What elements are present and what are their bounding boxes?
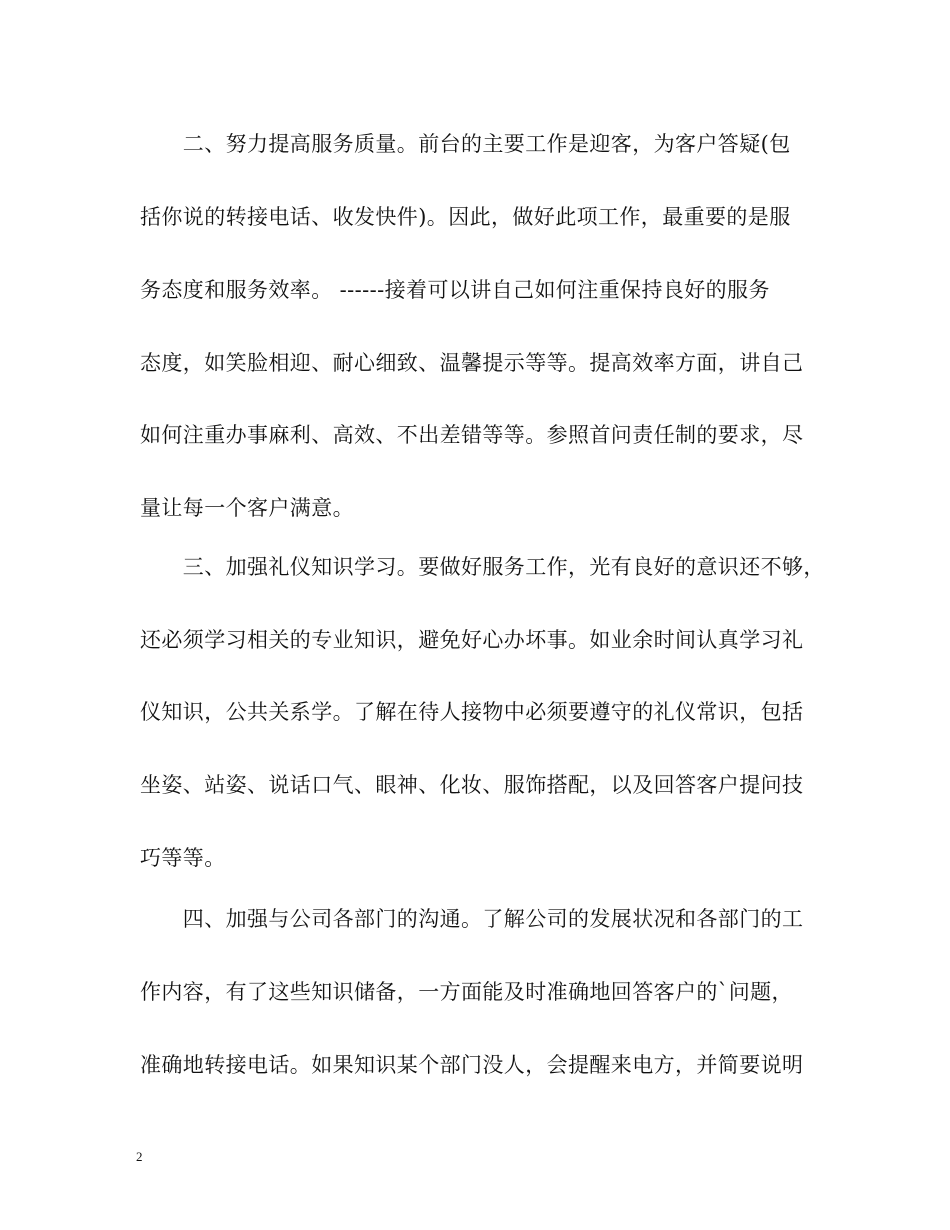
text-line: 坐姿、站姿、说话口气、眼神、化妆、服饰搭配，以及回答客户提问技 [140,773,804,797]
text-line: 巧等等。 [140,846,226,870]
text-line: 作内容，有了这些知识储备，一方面能及时准确地回答客户的`问题， [140,980,793,1004]
text-line: 仪知识，公共关系学。了解在待人接物中必须要遵守的礼仪常识，包括 [140,700,804,724]
text-line: 还必须学习相关的专业知识，避免好心办坏事。如业余时间认真学习礼 [140,628,804,652]
text-line: 态度，如笑脸相迎、耐心细致、温馨提示等等。提高效率方面，讲自己 [140,351,804,375]
text-line: 准确地转接电话。如果知识某个部门没人，会提醒来电方，并简要说明 [140,1053,804,1077]
text-line: 量让每一个客户满意。 [140,496,354,520]
page-number: 2 [136,1149,143,1164]
text-line: 四、加强与公司各部门的沟通。了解公司的发展状况和各部门的工 [140,907,804,931]
text-line: 如何注重办事麻利、高效、不出差错等等。参照首问责任制的要求，尽 [140,423,804,447]
text-line: 三、加强礼仪知识学习。要做好服务工作，光有良好的意识还不够， [140,555,825,579]
text-line: 括你说的转接电话、收发快件)。因此，做好此项工作，最重要的是服 [140,205,791,229]
text-line: 二、努力提高服务质量。前台的主要工作是迎客，为客户答疑(包 [140,132,791,156]
text-line: 务态度和服务效率。 ------接着可以讲自己如何注重保持良好的服务 [140,278,770,302]
